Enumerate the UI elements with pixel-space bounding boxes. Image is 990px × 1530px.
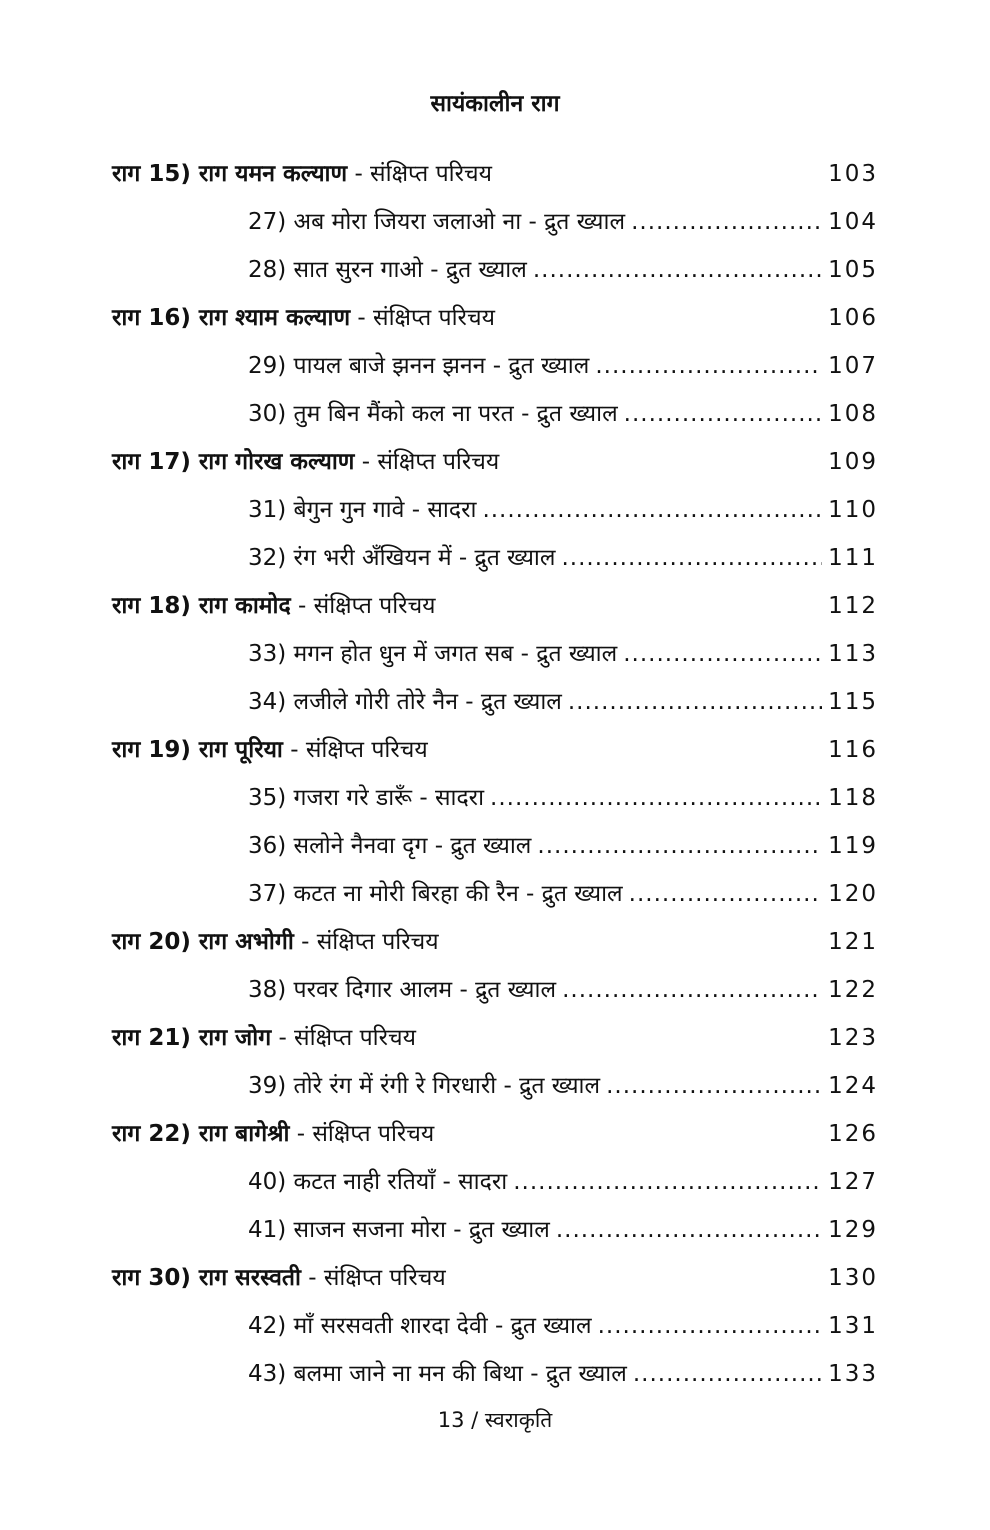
page-number: 119 [828,833,878,859]
song-entry [0,966,990,1014]
raag-name: राग 21) राग जोग [112,1025,272,1051]
song-title: 29) पायल बाजे झनन झनन - द्रुत ख्याल [248,353,590,379]
page-number: 124 [828,1073,878,1099]
dot-leader [561,534,822,582]
song-line [248,1350,878,1398]
song-title: 43) बलमा जाने ना मन की बिथा - द्रुत ख्याल [248,1361,627,1387]
raag-name: राग 18) राग कामोद [112,593,291,619]
page-heading: सायंकालीन राग [430,91,560,117]
song-line [248,1302,878,1350]
song-title: 34) लजीले गोरी तोरे नैन - द्रुत ख्याल [248,689,562,715]
raag-title [112,438,499,486]
dot-leader [490,774,822,822]
dot-leader [482,486,822,534]
dot-leader [606,1062,822,1110]
song-entry [0,534,990,582]
song-entry [0,486,990,534]
raag-title [112,150,492,198]
page-number: 121 [828,929,878,955]
raag-entry [0,726,990,774]
song-line [248,486,878,534]
song-title: 39) तोरे रंग में रंगी रे गिरधारी - द्रुत ख्याल [248,1073,601,1099]
raag-description: - संक्षिप्त परिचय [354,449,500,475]
dot-leader [598,1302,823,1350]
raag-entry [0,1254,990,1302]
song-line [248,678,878,726]
dot-leader [629,870,822,918]
raag-title [112,1110,434,1158]
song-entry [0,1302,990,1350]
song-entry [0,1158,990,1206]
page-number: 104 [828,209,878,235]
song-entry [0,246,990,294]
raag-name: राग 20) राग अभोगी [112,929,294,955]
song-title: 35) गजरा गरे डारूँ - सादरा [248,785,485,811]
song-title: 32) रंग भरी अँखियन में - द्रुत ख्याल [248,545,556,571]
dot-leader [513,1158,822,1206]
page-number: 109 [828,449,878,475]
raag-entry [0,918,990,966]
raag-description: - संक्षिप्त परिचय [290,593,436,619]
song-line [248,630,878,678]
song-title: 33) मगन होत धुन में जगत सब - द्रुत ख्याल [248,641,618,667]
raag-entry [0,1110,990,1158]
raag-entry [0,438,990,486]
song-title: 31) बेगुन गुन गावे - सादरा [248,497,477,523]
dot-leader [568,678,822,726]
song-line [248,342,878,390]
table-of-contents [0,150,990,1398]
raag-entry [0,294,990,342]
page-number: 111 [828,545,878,571]
raag-title [112,726,428,774]
song-title: 41) साजन सजना मोरा - द्रुत ख्याल [248,1217,550,1243]
page-number: 116 [828,737,878,763]
dot-leader [595,342,822,390]
page-number: 115 [828,689,878,715]
song-entry [0,342,990,390]
raag-description: - संक्षिप्त परिचय [282,737,428,763]
song-title: 37) कटत ना मोरी बिरहा की रैन - द्रुत ख्याल [248,881,623,907]
page-number: 112 [828,593,878,619]
dot-leader [537,822,822,870]
song-title: 42) माँ सरसवती शारदा देवी - द्रुत ख्याल [248,1313,592,1339]
raag-name: राग 22) राग बागेश्री [112,1121,290,1147]
dot-leader [533,246,822,294]
page-number: 131 [828,1313,878,1339]
song-title: 36) सलोने नैनवा दृग - द्रुत ख्याल [248,833,532,859]
song-title: 27) अब मोरा जियरा जलाओ ना - द्रुत ख्याल [248,209,626,235]
song-line [248,870,878,918]
dot-leader [556,1206,822,1254]
song-line [248,1158,878,1206]
raag-description: - संक्षिप्त परिचय [347,161,492,187]
raag-name: राग 15) राग यमन कल्याण [112,161,348,187]
song-line [248,534,878,582]
raag-title [112,918,439,966]
page-number: 120 [828,881,878,907]
page-number: 105 [828,257,878,283]
song-title: 30) तुम बिन मैंको कल ना परत - द्रुत ख्याल [248,401,618,427]
dot-leader [623,630,822,678]
raag-name: राग 19) राग पूरिया [112,737,283,763]
song-entry [0,774,990,822]
raag-name: राग 16) राग श्याम कल्याण [112,305,351,331]
song-entry [0,1062,990,1110]
page-number: 127 [828,1169,878,1195]
page-number: 130 [828,1265,878,1291]
dot-leader [633,1350,822,1398]
page-number: 118 [828,785,878,811]
raag-description: - संक्षिप्त परिचय [289,1121,435,1147]
song-line [248,246,878,294]
raag-name: राग 30) राग सरस्वती [112,1265,301,1291]
raag-title [112,1014,416,1062]
page-number: 123 [828,1025,878,1051]
page-number: 108 [828,401,878,427]
page-number: 129 [828,1217,878,1243]
raag-description: - संक्षिप्त परिचय [300,1265,446,1291]
song-entry [0,822,990,870]
raag-description: - संक्षिप्त परिचय [271,1025,416,1051]
song-line [248,822,878,870]
song-entry [0,870,990,918]
song-entry [0,630,990,678]
raag-entry [0,150,990,198]
raag-name: राग 17) राग गोरख कल्याण [112,449,355,475]
page-footer: 13 / स्वराकृति [437,1408,553,1432]
song-line [248,1062,878,1110]
song-entry [0,1350,990,1398]
song-entry [0,678,990,726]
song-entry [0,1206,990,1254]
raag-entry [0,582,990,630]
raag-description: - संक्षिप्त परिचय [293,929,439,955]
song-line [248,966,878,1014]
song-title: 28) सात सुरन गाओ - द्रुत ख्याल [248,257,527,283]
page-number: 107 [828,353,878,379]
raag-description: - संक्षिप्त परिचय [350,305,495,331]
song-line [248,198,878,246]
page-number: 113 [828,641,878,667]
raag-title [112,1254,446,1302]
page-number: 133 [828,1361,878,1387]
page-number: 122 [828,977,878,1003]
page-number: 126 [828,1121,878,1147]
raag-title [112,294,495,342]
raag-title [112,582,436,630]
song-line [248,1206,878,1254]
song-line [248,774,878,822]
song-line [248,390,878,438]
song-entry [0,198,990,246]
raag-entry [0,1014,990,1062]
page-number: 110 [828,497,878,523]
dot-leader [631,198,822,246]
song-entry [0,390,990,438]
dot-leader [562,966,822,1014]
dot-leader [624,390,822,438]
song-title: 38) परवर दिगार आलम - द्रुत ख्याल [248,977,557,1003]
page-number: 103 [828,161,878,187]
song-title: 40) कटत नाही रतियाँ - सादरा [248,1169,508,1195]
page-number: 106 [828,305,878,331]
